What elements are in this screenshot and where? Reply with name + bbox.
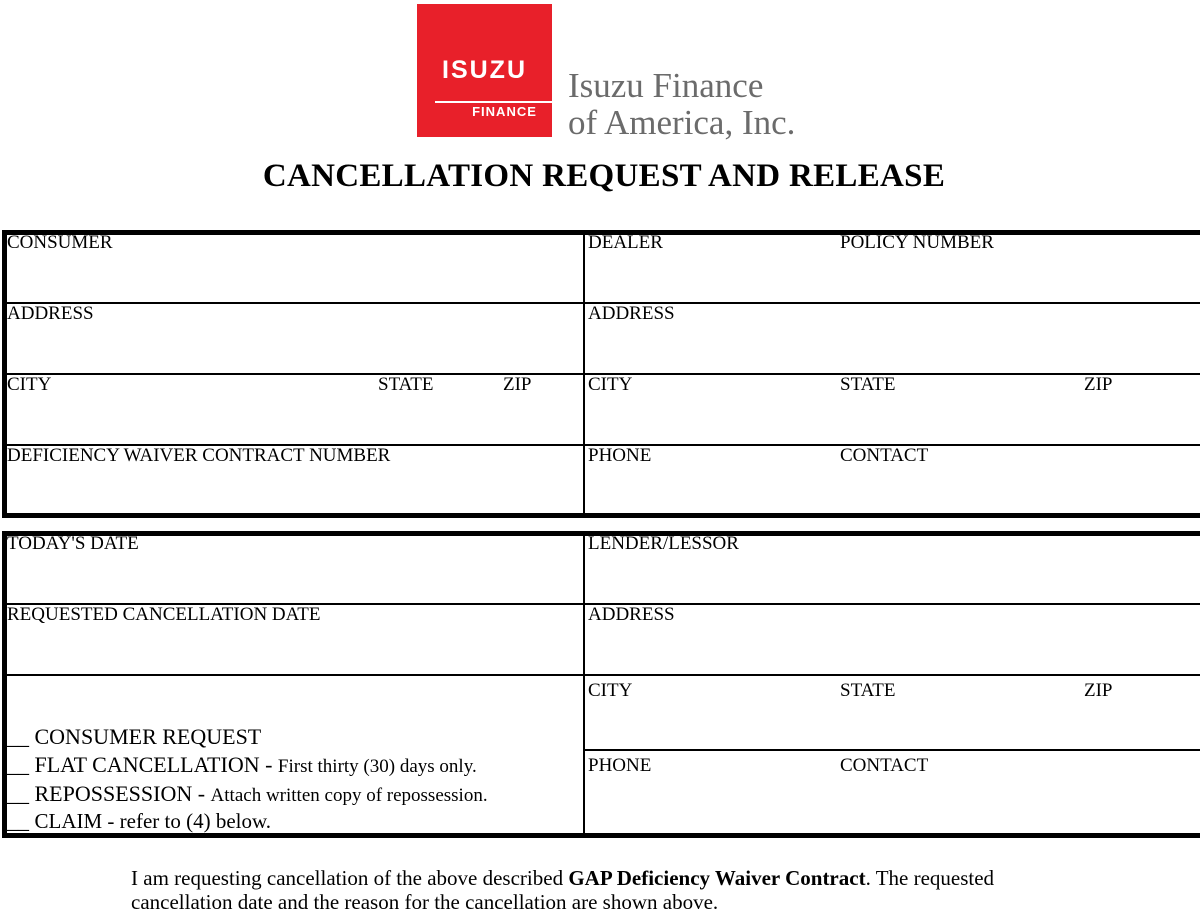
lender-address-field[interactable]: ADDRESS (588, 604, 675, 625)
isuzu-finance-logo (417, 4, 552, 137)
lender-contact-field[interactable]: CONTACT (840, 755, 929, 776)
reason-note: Attach written copy of repossession. (210, 785, 488, 806)
reason-note: First thirty (30) days only. (277, 756, 477, 777)
contract-number-field[interactable]: DEFICIENCY WAIVER CONTRACT NUMBER (7, 445, 391, 466)
reason-label: CLAIM - refer to (4) below. (34, 809, 272, 833)
checkbox-blank[interactable]: __ (7, 752, 29, 777)
section2-row-line-2 (6, 674, 1200, 676)
dealer-phone-field[interactable]: PHONE (588, 445, 652, 466)
todays-date-field[interactable]: TODAY'S DATE (7, 533, 139, 554)
dealer-zip-field[interactable]: ZIP (1084, 374, 1113, 395)
dealer-contact-field[interactable]: CONTACT (840, 445, 929, 466)
checkbox-blank[interactable]: __ (7, 724, 29, 749)
dealer-address-field[interactable]: ADDRESS (588, 303, 675, 324)
consumer-field[interactable]: CONSUMER (7, 232, 113, 253)
consumer-address-field[interactable]: ADDRESS (7, 303, 94, 324)
statement-contract-name: GAP Deficiency Waiver Contract (568, 866, 866, 890)
logo-rule (435, 101, 556, 103)
reason-consumer-request[interactable] (7, 725, 261, 749)
document-title: CANCELLATION REQUEST AND RELEASE (262, 158, 946, 194)
dealer-field[interactable]: DEALER (588, 232, 663, 253)
reason-repossession[interactable] (7, 782, 488, 808)
lender-field[interactable]: LENDER/LESSOR (588, 533, 739, 554)
logo-brand-text: ISUZU (442, 56, 527, 84)
consumer-zip-field[interactable]: ZIP (503, 374, 532, 395)
company-name-line1: Isuzu Finance (568, 66, 764, 105)
section2-divider (583, 535, 585, 834)
consumer-state-field[interactable]: STATE (378, 374, 434, 395)
section2-row-line-3 (585, 749, 1200, 751)
lender-phone-field[interactable]: PHONE (588, 755, 652, 776)
company-name (568, 67, 795, 141)
reason-flat-cancellation[interactable] (7, 753, 477, 779)
consumer-city-field[interactable]: CITY (7, 374, 52, 395)
checkbox-blank[interactable]: __ (7, 781, 29, 806)
reason-claim[interactable] (7, 809, 271, 833)
logo-sub-text: FINANCE (472, 104, 537, 119)
dealer-city-field[interactable]: CITY (588, 374, 633, 395)
statement-text-2: . The requested cancellation date and the reason for the cancellation are shown above. (131, 866, 995, 914)
lender-city-field[interactable]: CITY (588, 680, 633, 701)
request-statement (131, 866, 1091, 914)
statement-text-1: I am requesting cancellation of the above described (131, 866, 564, 890)
requested-cancellation-date-field[interactable]: REQUESTED CANCELLATION DATE (7, 604, 321, 625)
reason-label: CONSUMER REQUEST (34, 724, 262, 749)
checkbox-blank[interactable]: __ (7, 808, 29, 833)
reason-label: FLAT CANCELLATION - (34, 752, 273, 777)
lender-state-field[interactable]: STATE (840, 680, 896, 701)
dealer-state-field[interactable]: STATE (840, 374, 896, 395)
reason-label: REPOSSESSION - (34, 781, 206, 806)
company-name-line2: of America, Inc. (568, 103, 796, 142)
policy-number-field[interactable]: POLICY NUMBER (840, 232, 994, 253)
lender-zip-field[interactable]: ZIP (1084, 680, 1113, 701)
